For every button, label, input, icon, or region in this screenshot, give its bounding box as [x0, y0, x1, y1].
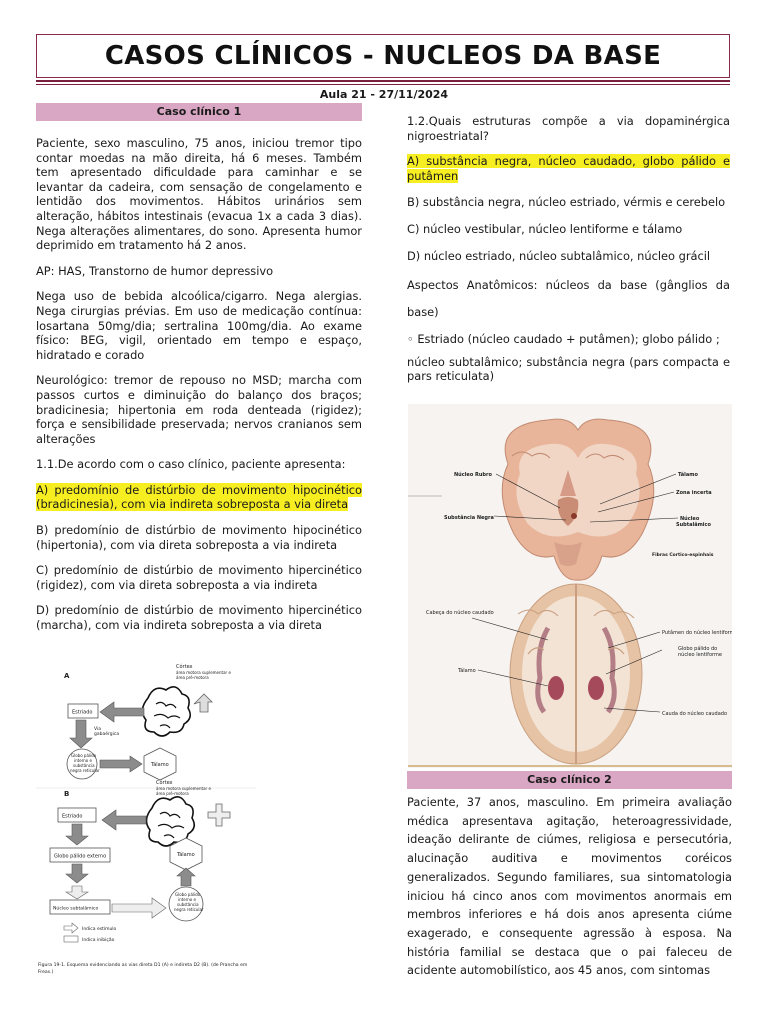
cortex-a-label: Córtex	[176, 664, 193, 670]
title-box	[36, 34, 730, 78]
fibras-label: Fibras Cortico-espinhais	[652, 553, 714, 558]
inhibition-arrow-b-icon	[102, 810, 146, 830]
globo-externo-label: Globo pálido externo	[54, 853, 107, 860]
nucleo-subtalamico-label-1: Núcleo	[680, 516, 700, 522]
cortex-b-sub1: área motora suplementar e	[156, 786, 211, 791]
case2-text: Paciente, 37 anos, masculino. Em primeira avaliação médica apresentava agitação, heteroagressividade, ideação delirante de ciúmes, religiosa e persecutória, alucinação auditiva e movimentos coréicos generalizados. Segundo familiares, sua sintomatologia iniciou há cinco anos com movimentos anormais em membros inferiores e há dois anos apresenta ciúme exagerado, e consequente agressão à esposa. Na história familial se destaca que o pai faleceu de acidente automobilístico, aos 45 anos, com sintomas	[407, 795, 732, 978]
cortex-b-sub2: área pré-motora	[156, 791, 189, 796]
zona-incerta-label: Zona incerta	[676, 490, 712, 496]
via-gaba-label-1: Via	[94, 727, 101, 732]
brain-anatomy-svg	[408, 404, 732, 768]
nucleo-rubro-label: Núcleo Rubro	[454, 472, 492, 478]
up-arrow-icon	[177, 868, 195, 886]
question-1-option-c: C) predomínio de distúrbio de movimento hipercinético (rigidez), com via direta sobreposta a via indireta	[36, 563, 362, 592]
globo-b-l1: Globo pálido	[175, 892, 201, 897]
case1-column	[36, 103, 362, 633]
pathway-diagram	[36, 660, 256, 980]
legend-inhibition-icon	[64, 936, 78, 942]
panel-b-label: B	[64, 790, 70, 798]
lesson-date: Aula 21 - 27/11/2024	[319, 88, 449, 101]
highlighted-answer: A) predomínio de distúrbio de movimento hipocinético (bradicinesia), com via indireta sobreposta a via direta	[36, 482, 362, 512]
legend-inhibition: Indica inibição	[82, 938, 115, 943]
globo-to-talamo-arrow-icon	[100, 756, 142, 772]
substancia-negra-label: Substância Negra	[444, 515, 494, 521]
globo-palido-label-1: Globo pálido do	[678, 646, 718, 652]
globo-a-l4: negra reticular	[70, 768, 100, 773]
question-1-option-d: D) predomínio de distúrbio de movimento hipercinético (marcha), com via indireta sobreposta a via direta	[36, 603, 362, 633]
aspects-line-2: núcleo subtalâmico; substância negra (pars compacta e pars reticulata)	[407, 354, 730, 384]
talamo-axial-label: Tálamo	[458, 668, 476, 674]
brain-anatomy-figure	[408, 404, 732, 768]
question-2-option-b: B) substância negra, núcleo estriado, vérmis e cerebelo	[407, 195, 726, 210]
globo-b-l3: substância	[177, 902, 199, 907]
estriado-a-label: Estriado	[72, 709, 93, 716]
case2-heading: Caso clínico 2	[407, 771, 732, 789]
cauda-caudado-label: Cauda do núcleo caudado	[662, 711, 728, 717]
down-arrow-3-icon	[66, 886, 88, 899]
case1-paragraph: AP: HAS, Transtorno de humor depressivo	[36, 263, 274, 278]
question-2-column	[407, 114, 730, 384]
cabeca-caudado-label: Cabeça do núcleo caudado	[426, 610, 494, 616]
inhibition-arrow-icon	[100, 702, 144, 722]
cortex-b-label: Córtex	[156, 780, 173, 786]
legend-stimulus: Indica estímulo	[82, 927, 117, 932]
question-2-option-c: C) núcleo vestibular, núcleo lentiforme e tálamo	[407, 221, 683, 236]
down-arrow-2-icon	[66, 864, 88, 883]
page-title: CASOS CLÍNICOS - NUCLEOS DA BASE	[104, 41, 662, 71]
figure-caption-1: Figura 19-1. Esquema evidenciando as vias direta D1 (A) e indireta D2 (B). (de Prancha em	[38, 963, 248, 968]
question-1-stem: 1.1.De acordo com o caso clínico, paciente apresenta:	[36, 457, 346, 472]
axial-brain-image	[510, 584, 642, 764]
title-rule	[36, 80, 730, 82]
aspects-line: ◦ Estriado (núcleo caudado + putâmen); globo pálido ;	[407, 332, 720, 347]
estriado-b-label: Estriado	[62, 813, 83, 820]
title-rule-thin	[36, 84, 730, 85]
talamo-b-label: Tálamo	[177, 852, 195, 858]
talamo-a-label: Tálamo	[151, 762, 169, 768]
coronal-brain-image	[502, 419, 654, 580]
case1-heading: Caso clínico 1	[36, 103, 362, 121]
globo-a-l1: Globo pálido	[71, 753, 97, 758]
globo-b-l4: negra reticular	[174, 907, 204, 912]
question-2-stem: 1.2.Quais estruturas compõe a via dopaminérgica nigroestriatal?	[407, 114, 730, 143]
case1-paragraph: Nega uso de bebida alcoólica/cigarro. Nega alergias. Nega cirurgias prévias. Em uso de medicação contínua: losartana 50mg/dia; sertralina 100mg/dia. Ao exame físico: BEG, vigil, orientado em tempo e espaço, hidratado e corado	[36, 289, 362, 362]
stimulus-plus-icon	[208, 804, 230, 826]
cortex-a-icon	[142, 687, 190, 736]
question-1-option-a	[36, 483, 362, 512]
question-2-option-a	[407, 154, 730, 183]
legend-stimulus-icon	[64, 923, 78, 933]
stimulus-arrow-icon	[194, 694, 212, 712]
talamo-coronal-label: Tálamo	[678, 472, 698, 478]
down-arrow-icon	[66, 824, 88, 845]
globo-a-l3: substância	[73, 763, 95, 768]
case1-paragraph: Paciente, sexo masculino, 75 anos, iniciou tremor tipo contar moedas na mão direita, há 6 meses. Também tem apresentado dificuldade para caminhar e se levantar da cadeira, com sensação de congelamento e lentidão dos movimentos. Hábitos urinários sem alteração, hábitos intestinais (evacua 1x a cada 3 dias). Nega alterações alimentares, do sono. Apresenta humor deprimido em tratamento há 2 anos.	[36, 136, 362, 253]
via-gaba-label-2: gabaérgica	[94, 732, 120, 737]
highlighted-answer: A) substância negra, núcleo caudado, globo pálido e putâmen	[407, 154, 730, 183]
nucleo-subtalamico-label-2: Subtalâmico	[676, 522, 711, 528]
question-1-option-b: B) predomínio de distúrbio de movimento hipocinético (hipertonia), com via direta sobreposta a via indireta	[36, 523, 362, 552]
case1-paragraph: Neurológico: tremor de repouso no MSD; marcha com passos curtos e diminuição do balanço dos braços; bradicinesia; hipertonia em roda denteada (rigidez); força e sensibilidade preservada; nervos cranianos sem alterações	[36, 373, 362, 446]
pathway-diagram-svg	[36, 660, 256, 980]
panel-a-label: A	[64, 672, 70, 680]
case2-section	[407, 771, 732, 980]
gaba-arrow-icon	[70, 720, 92, 748]
putamen-label: Putâmen do núcleo lentiforme	[662, 630, 732, 636]
question-2-option-d: D) núcleo estriado, núcleo subtalâmico, núcleo grácil	[407, 248, 711, 263]
aspects-title: Aspectos Anatômicos: núcleos da base (gânglios da base)	[407, 278, 730, 320]
cortex-a-sub2: área pré-motora	[176, 675, 209, 680]
stimulus-right-arrow-icon	[112, 898, 166, 918]
globo-palido-label-2: núcleo lentiforme	[678, 652, 722, 658]
globo-a-l2: interno e	[74, 758, 92, 763]
cortex-a-sub1: área motora suplementar e	[176, 670, 231, 675]
globo-b-l2: interno e	[178, 897, 196, 902]
subtalamico-label: Núcleo subtalâmico	[53, 906, 99, 912]
figure-caption-2: Freas.)	[38, 970, 54, 975]
